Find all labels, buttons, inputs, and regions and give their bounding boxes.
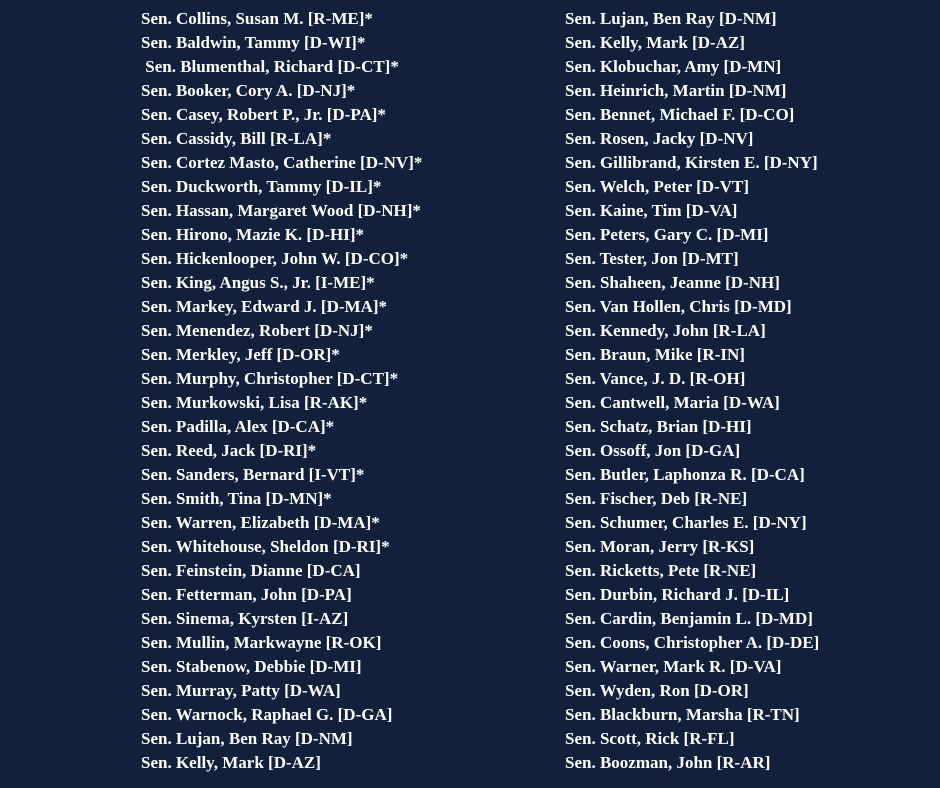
senator-list-item: Sen. Fischer, Deb [R-NE] (565, 489, 748, 508)
senator-list-item: Sen. Whitehouse, Sheldon [D-RI]* (141, 537, 390, 556)
senator-list-item: Sen. Kelly, Mark [D-AZ] (141, 753, 321, 772)
senator-list-item: Sen. King, Angus S., Jr. [I-ME]* (141, 273, 375, 292)
senator-list-left (141, 7, 422, 775)
senator-list-item: Sen. Sinema, Kyrsten [I-AZ] (141, 609, 349, 628)
senator-list-item: Sen. Cassidy, Bill [R-LA]* (141, 129, 332, 148)
senator-list-item: Sen. Lujan, Ben Ray [D-NM] (141, 729, 353, 748)
senator-list-item: Sen. Warner, Mark R. [D-VA] (565, 657, 782, 676)
senator-list-item: Sen. Merkley, Jeff [D-OR]* (141, 345, 340, 364)
senator-list-item: Sen. Ossoff, Jon [D-GA] (565, 441, 741, 460)
senator-list-item: Sen. Padilla, Alex [D-CA]* (141, 417, 335, 436)
senator-list-item: Sen. Gillibrand, Kirsten E. [D-NY] (565, 153, 818, 172)
senator-list-item: Sen. Reed, Jack [D-RI]* (141, 441, 317, 460)
senator-list-item: Sen. Cardin, Benjamin L. [D-MD] (565, 609, 813, 628)
senator-list-item: Sen. Kennedy, John [R-LA] (565, 321, 766, 340)
senator-list-item: Sen. Fetterman, John [D-PA] (141, 585, 352, 604)
senator-list-item: Sen. Vance, J. D. [R-OH] (565, 369, 746, 388)
senator-list-item: Sen. Cantwell, Maria [D-WA] (565, 393, 780, 412)
senator-list-item: Sen. Durbin, Richard J. [D-IL] (565, 585, 790, 604)
senator-list-item: Sen. Warnock, Raphael G. [D-GA] (141, 705, 393, 724)
senator-list-item: Sen. Feinstein, Dianne [D-CA] (141, 561, 361, 580)
senator-list-item: Sen. Braun, Mike [R-IN] (565, 345, 745, 364)
senator-list-item: Sen. Booker, Cory A. [D-NJ]* (141, 81, 356, 100)
senator-list-item: Sen. Kaine, Tim [D-VA] (565, 201, 738, 220)
senator-list-item: Sen. Coons, Christopher A. [D-DE] (565, 633, 820, 652)
senator-list-right (565, 7, 819, 775)
senator-list-item: Sen. Smith, Tina [D-MN]* (141, 489, 332, 508)
senator-list-item: Sen. Menendez, Robert [D-NJ]* (141, 321, 373, 340)
senator-list-item: Sen. Schatz, Brian [D-HI] (565, 417, 752, 436)
senator-list-item: Sen. Schumer, Charles E. [D-NY] (565, 513, 807, 532)
senator-list-item: Sen. Blumenthal, Richard [D-CT]* (141, 57, 399, 76)
senator-list-item: Sen. Baldwin, Tammy [D-WI]* (141, 33, 366, 52)
senator-list-item: Sen. Warren, Elizabeth [D-MA]* (141, 513, 380, 532)
senator-list-item: Sen. Boozman, John [R-AR] (565, 753, 771, 772)
senator-list-item: Sen. Hickenlooper, John W. [D-CO]* (141, 249, 409, 268)
senator-list-item: Sen. Van Hollen, Chris [D-MD] (565, 297, 792, 316)
senator-list-item: Sen. Wyden, Ron [D-OR] (565, 681, 749, 700)
senator-list-item: Sen. Mullin, Markwayne [R-OK] (141, 633, 382, 652)
senator-list-item: Sen. Murray, Patty [D-WA] (141, 681, 341, 700)
senator-list-item: Sen. Butler, Laphonza R. [D-CA] (565, 465, 805, 484)
senator-list-item: Sen. Hirono, Mazie K. [D-HI]* (141, 225, 365, 244)
senator-list-item: Sen. Lujan, Ben Ray [D-NM] (565, 9, 777, 28)
senator-list-item: Sen. Bennet, Michael F. [D-CO] (565, 105, 795, 124)
senator-list-item: Sen. Kelly, Mark [D-AZ] (565, 33, 745, 52)
senator-list-item: Sen. Moran, Jerry [R-KS] (565, 537, 755, 556)
senator-list-item: Sen. Duckworth, Tammy [D-IL]* (141, 177, 382, 196)
senator-list-item: Sen. Tester, Jon [D-MT] (565, 249, 739, 268)
senator-list-item: Sen. Heinrich, Martin [D-NM] (565, 81, 787, 100)
senator-list-item: Sen. Shaheen, Jeanne [D-NH] (565, 273, 780, 292)
senator-list-item: Sen. Casey, Robert P., Jr. [D-PA]* (141, 105, 386, 124)
senator-list-item: Sen. Collins, Susan M. [R-ME]* (141, 9, 373, 28)
senator-list-item: Sen. Sanders, Bernard [I-VT]* (141, 465, 365, 484)
senator-list-item: Sen. Ricketts, Pete [R-NE] (565, 561, 757, 580)
senator-list-item: Sen. Markey, Edward J. [D-MA]* (141, 297, 388, 316)
senator-list-item: Sen. Murkowski, Lisa [R-AK]* (141, 393, 368, 412)
senator-list-item: Sen. Blackburn, Marsha [R-TN] (565, 705, 800, 724)
senator-list-item: Sen. Rosen, Jacky [D-NV] (565, 129, 754, 148)
senator-list-item: Sen. Welch, Peter [D-VT] (565, 177, 749, 196)
senator-list-item: Sen. Scott, Rick [R-FL] (565, 729, 735, 748)
senator-list-item: Sen. Stabenow, Debbie [D-MI] (141, 657, 362, 676)
senator-list-item: Sen. Klobuchar, Amy [D-MN] (565, 57, 782, 76)
senator-list-item: Sen. Peters, Gary C. [D-MI] (565, 225, 769, 244)
senator-list-item: Sen. Cortez Masto, Catherine [D-NV]* (141, 153, 423, 172)
senator-list-item: Sen. Murphy, Christopher [D-CT]* (141, 369, 399, 388)
senator-list-item: Sen. Hassan, Margaret Wood [D-NH]* (141, 201, 421, 220)
